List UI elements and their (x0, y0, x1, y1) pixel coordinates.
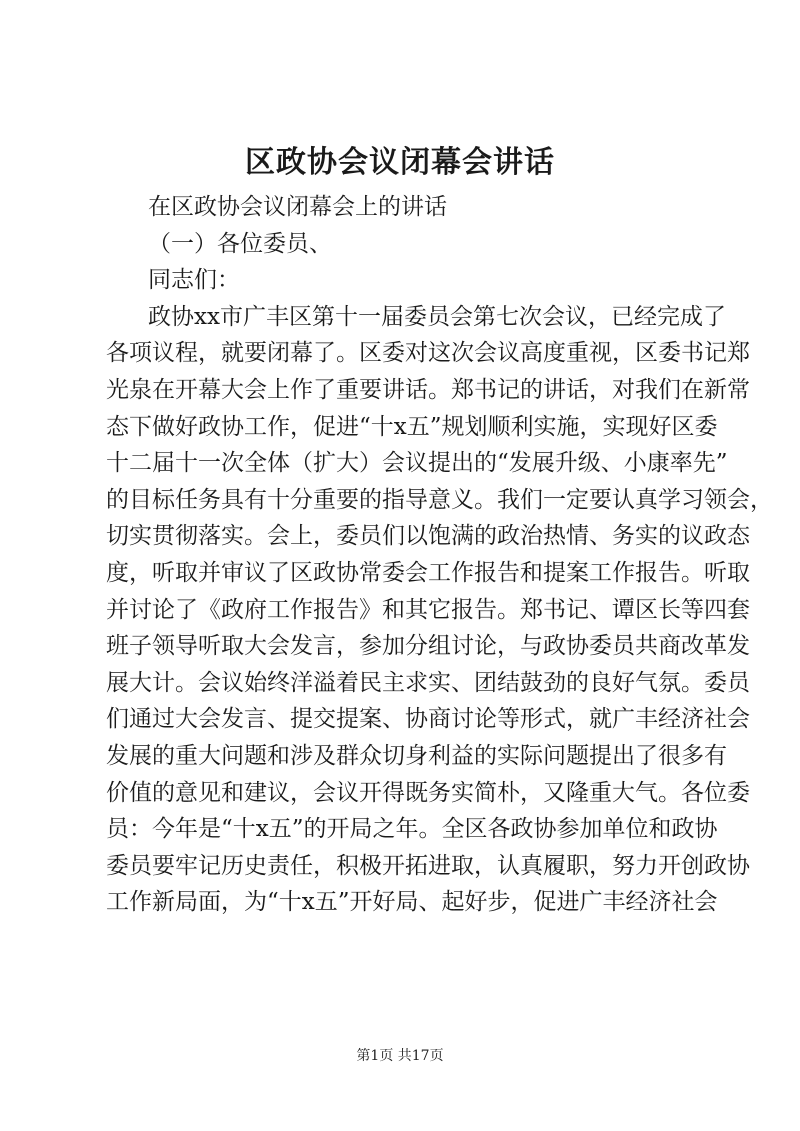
body-line: 度，听取并审议了区政协常委会工作报告和提案工作报告。听取 (106, 559, 750, 586)
body-line-section: （一）各位委员、 (148, 230, 332, 257)
body-line: 工作新局面，为“十x五”开好局、起好步，促进广丰经济社会 (106, 889, 718, 916)
body-line-salutation: 同志们： (148, 267, 240, 294)
body-line-subtitle: 在区政协会议闭幕会上的讲话 (148, 194, 447, 220)
body-line: 态下做好政协工作，促进“十x五”规划顺利实施，实现好区委 (106, 413, 718, 440)
body-line: 们通过大会发言、提交提案、协商讨论等形式，就广丰经济社会 (106, 706, 750, 733)
page-number-footer (0, 1046, 800, 1066)
body-line: 政协xx市广丰区第十一届委员会第七次会议，已经完成了 (148, 303, 726, 330)
body-line: 各项议程，就要闭幕了。区委对这次会议高度重视，区委书记郑 (106, 340, 750, 367)
body-line: 员：今年是“十x五”的开局之年。全区各政协参加单位和政协 (106, 816, 718, 843)
body-line: 光泉在开幕大会上作了重要讲话。郑书记的讲话，对我们在新常 (106, 376, 750, 403)
body-line: 发展的重大问题和涉及群众切身利益的实际问题提出了很多有 (106, 742, 727, 769)
body-line: 切实贯彻落实。会上，委员们以饱满的政治热情、务实的议政态 (106, 523, 750, 550)
body-line: 委员要牢记历史责任，积极开拓进取，认真履职，努力开创政协 (106, 852, 750, 879)
page-number-label: 第1页 共17页 (356, 1048, 444, 1064)
body-line: 的目标任务具有十分重要的指导意义。我们一定要认真学习领会， (106, 486, 773, 513)
body-line: 十二届十一次全体（扩大）会议提出的“发展升级、小康率先” (106, 450, 728, 477)
body-line: 并讨论了《政府工作报告》和其它报告。郑书记、谭区长等四套 (106, 596, 750, 623)
document-title: 区政协会议闭幕会讲话 (245, 145, 555, 180)
body-line: 价值的意见和建议，会议开得既务实简朴，又隆重大气。各位委 (106, 779, 750, 806)
body-line: 班子领导听取大会发言，参加分组讨论，与政协委员共商改革发 (106, 633, 750, 660)
document-body (106, 189, 773, 921)
body-line: 展大计。会议始终洋溢着民主求实、团结鼓劲的良好气氛。委员 (106, 669, 750, 696)
